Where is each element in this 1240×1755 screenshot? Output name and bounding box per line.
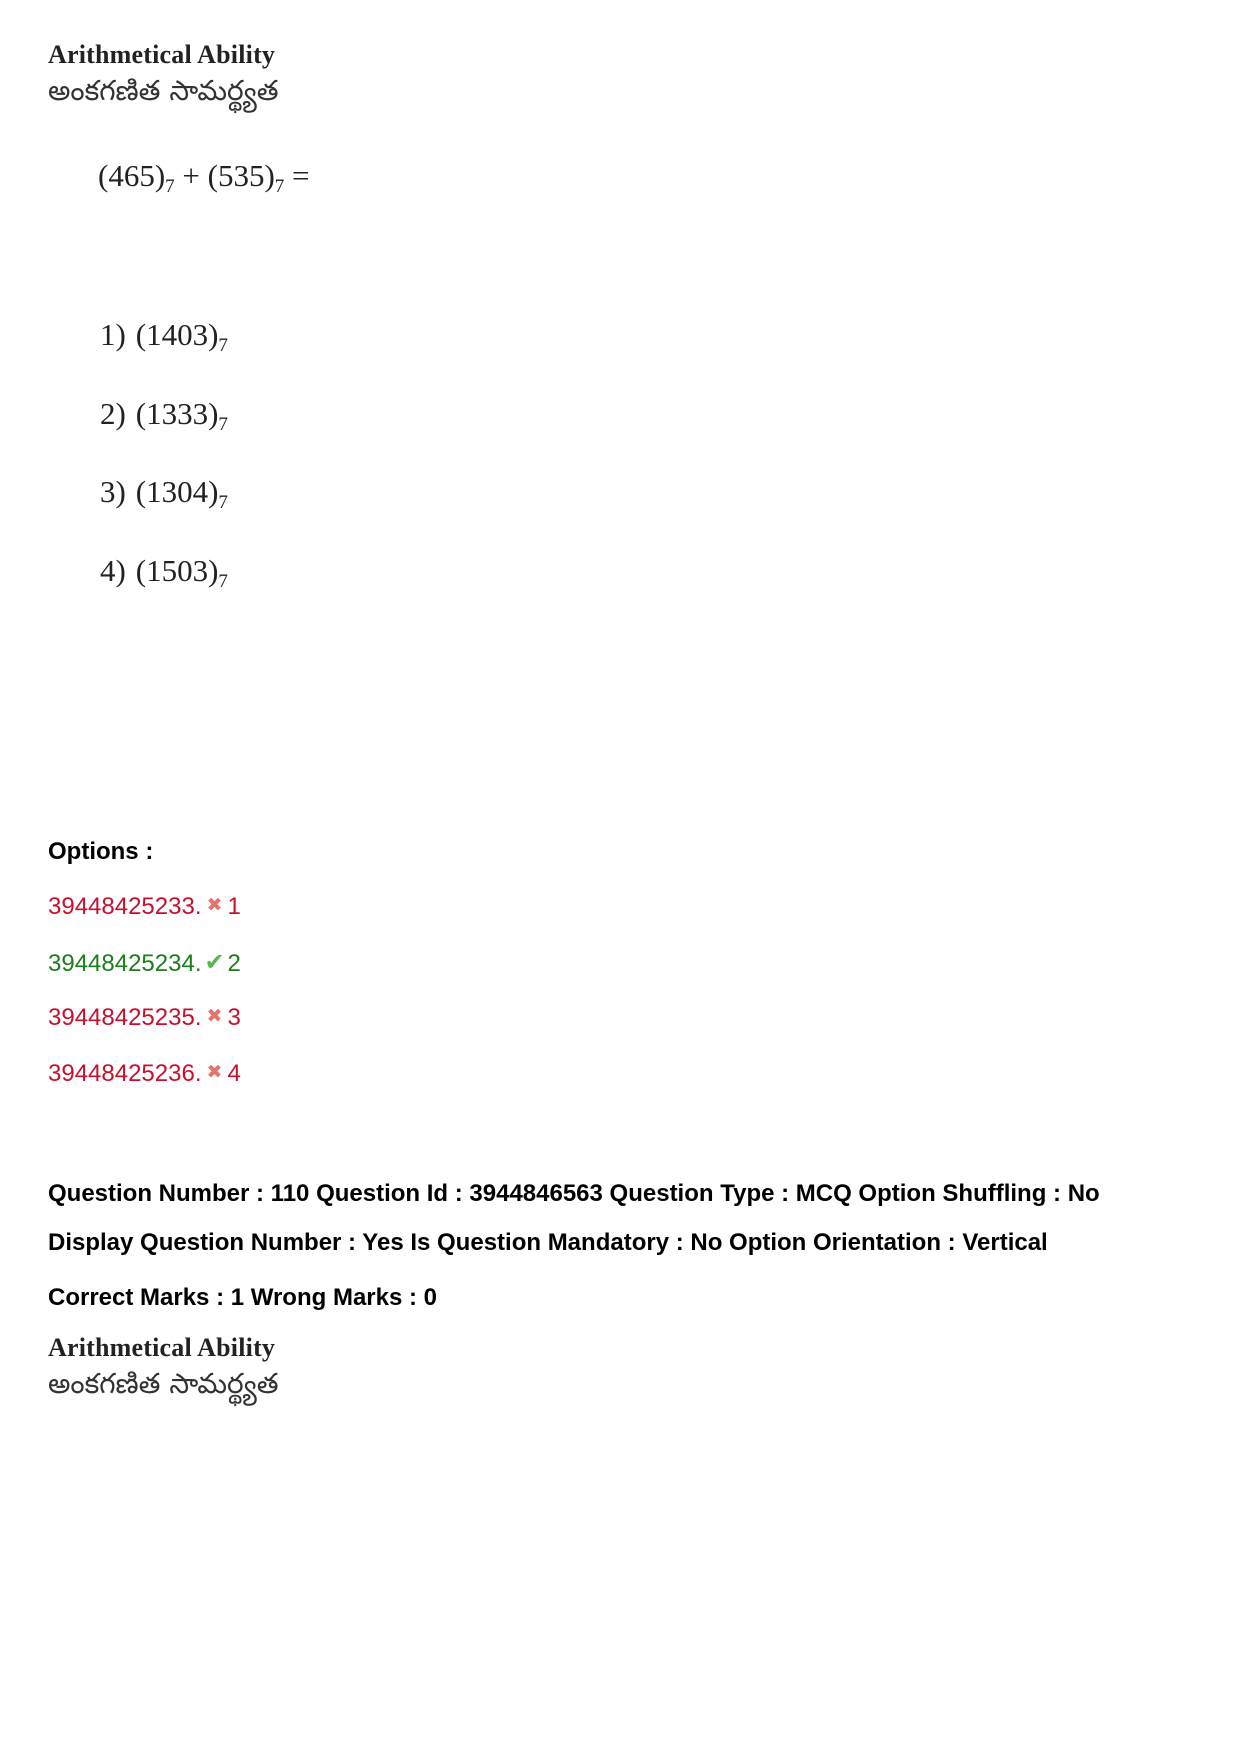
subject-title-english: Arithmetical Ability: [48, 40, 276, 69]
choice-number: 4): [100, 553, 126, 588]
choice-base: 7: [218, 492, 228, 513]
choice-value: (1403): [135, 317, 219, 352]
choice-value: (1503): [135, 553, 219, 588]
cross-icon: ✖: [206, 895, 223, 916]
cross-icon: ✖: [206, 1006, 223, 1027]
choice-number: 2): [100, 396, 126, 431]
option-id: 39448425233.: [48, 893, 202, 920]
question-operator: +: [174, 158, 208, 193]
question-term-2-base: 7: [274, 176, 285, 197]
option-id: 39448425236.: [48, 1060, 202, 1087]
choice-1: [100, 317, 228, 356]
question-meta-line-1: Question Number : 110 Question Id : 3944846563 Question Type : MCQ Option Shuffling : No: [48, 1180, 1100, 1207]
option-id: 39448425235.: [48, 1004, 202, 1031]
choice-base: 7: [218, 335, 228, 356]
question-meta-line-2: Display Question Number : Yes Is Question Mandatory : No Option Orientation : Vertical: [48, 1229, 1048, 1256]
option-row-2: [48, 948, 241, 978]
choice-4: [100, 553, 228, 592]
question-equals: =: [284, 158, 310, 193]
choice-3: [100, 474, 228, 513]
option-row-4: [48, 1060, 241, 1088]
question-term-2: (535): [207, 158, 275, 193]
question-meta-line-3: Correct Marks : 1 Wrong Marks : 0: [48, 1284, 438, 1311]
choice-number: 1): [100, 317, 126, 352]
question-term-1: (465): [98, 158, 166, 193]
choice-2: [100, 396, 228, 435]
option-id: 39448425234.: [48, 950, 202, 977]
option-row-3: [48, 1004, 241, 1032]
subject-title-telugu: అంకగణిత సామర్థ్యత: [48, 74, 279, 107]
choice-value: (1304): [135, 474, 219, 509]
choice-value: (1333): [135, 396, 219, 431]
option-label: 4: [227, 1060, 241, 1087]
next-subject-title-telugu: అంకగణిత సామర్థ్యత: [48, 1367, 279, 1400]
next-subject-title-english: Arithmetical Ability: [48, 1333, 276, 1362]
options-heading: Options :: [48, 838, 154, 865]
cross-icon: ✖: [206, 1062, 223, 1083]
option-label: 1: [227, 893, 241, 920]
question-term-1-base: 7: [165, 176, 175, 197]
option-row-1: [48, 893, 241, 921]
check-icon: ✔: [204, 949, 225, 976]
option-label: 3: [227, 1004, 241, 1031]
choice-number: 3): [100, 474, 126, 509]
option-label: 2: [227, 950, 241, 977]
choice-base: 7: [218, 571, 228, 592]
question-expression: [98, 158, 310, 197]
choice-base: 7: [218, 414, 228, 435]
